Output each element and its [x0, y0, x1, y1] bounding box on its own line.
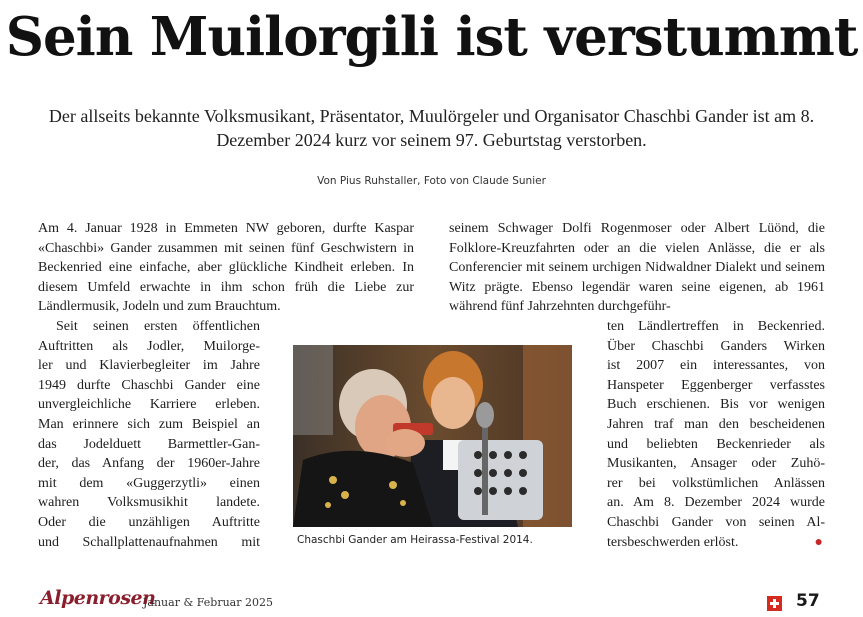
- photo-illustration: [293, 345, 572, 527]
- swiss-flag-icon: [767, 596, 782, 611]
- man-hands: [385, 429, 425, 457]
- text-line: unvergleichliche Karriere erleben.: [38, 397, 260, 413]
- text-line: und Schallplattenaufnahmen mit: [38, 534, 260, 550]
- text-line: an. Am 8. Dezember 2024 wurde: [607, 495, 825, 511]
- lead-paragraph: Der allseits bekannte Volksmusikant, Präsentator, Muulörgeler und Organisator Chaschbi Gander ist am 8. Dezember 2024 kurz vor seinem 97. Geburtstag verstorben.: [48, 106, 815, 150]
- text-line: Buch erschienen. Bis vor wenigen: [607, 397, 825, 413]
- body-paragraph-2: [38, 317, 260, 552]
- body-paragraph-3: seinem Schwager Dolfi Rogenmoser oder Albert Lüönd, die Folklore-Kreuzfahrten oder an die vielen Anlässe, die er als Conferencier mit seinem urchigen Nidwaldner Dialekt und seinem Witz prägte. Ebenso legendär waren seine eigenen, ab 1961 während fünf Jahrzehnten durchgeführ-: [449, 221, 825, 315]
- text-line: mit dem «Guggerzytli» einen: [38, 475, 260, 491]
- byline: Von Pius Ruhstaller, Foto von Claude Sunier: [317, 175, 546, 187]
- text-line: [607, 533, 825, 553]
- boy-face: [431, 377, 475, 429]
- text-line: Musikanten, Ansager oder Zuhö-: [607, 456, 825, 472]
- body-paragraph-1: Am 4. Januar 1928 in Emmeten NW geboren, durfte Kaspar «Chaschbi» Gander zusammen mit seinen fünf Geschwistern in Beckenried eine einfache, aber glückliche Kindheit erleben. In diesem Umfeld erwachte in ihm schon früh die Liebe zur Ländlermusik, Jodeln und zum Brauchtum.: [38, 221, 414, 315]
- accordion: [458, 440, 543, 520]
- microphone-stand: [482, 415, 488, 515]
- text-line: Seit seinen ersten öffentlichen: [56, 319, 260, 334]
- page-number: 57: [796, 591, 820, 611]
- text-line: wahren Volksmusikhit landete.: [38, 495, 260, 511]
- text-line: ist 2007 ein interessantes, von: [607, 358, 825, 374]
- text-line: der, das Anfang der 1960er-Jahre: [38, 456, 260, 472]
- headline: Sein Muilorgili ist verstummt: [5, 6, 858, 68]
- text-line: Hanspeter Eggenberger verfasstes: [607, 377, 825, 393]
- text-line: 1949 durfte Chaschbi Gander eine: [38, 377, 260, 393]
- microphone-icon: [476, 402, 494, 428]
- text-line: ten Ländlertreffen in Beckenried.: [607, 319, 825, 334]
- text-line: rer bei volkstümlichen Anlässen: [607, 475, 825, 491]
- text-line: und beliebten Beckenrieder als: [607, 436, 825, 452]
- body-paragraph-3-continued: [607, 317, 825, 552]
- text-line: Oder die unzähligen Auftritte: [38, 514, 260, 530]
- text-line: Auftritten als Jodler, Muilorge-: [38, 338, 260, 354]
- text-line: Man erinnere sich zum Beispiel an: [38, 416, 260, 432]
- text-line-final: tersbeschwerden erlöst.: [607, 534, 739, 550]
- photo-caption: Chaschbi Gander am Heirassa-Festival 2014.: [297, 534, 533, 546]
- article-photo: [293, 345, 572, 527]
- issue-date: Januar & Februar 2025: [143, 596, 273, 609]
- background-figure: [293, 345, 333, 435]
- magazine-logo: Alpenrosen: [40, 587, 156, 609]
- text-line: Jahren traf man den bescheidenen: [607, 416, 825, 432]
- text-line: ler und Klavierbegleiter im Jahre: [38, 358, 260, 374]
- end-of-article-mark: ●: [814, 534, 823, 550]
- text-line: Chaschbi Gander von seinen Al-: [607, 514, 825, 530]
- text-line: Über Chaschbi Ganders Wirken: [607, 338, 825, 354]
- text-line: das Jodelduett Barmettler-Gan-: [38, 436, 260, 452]
